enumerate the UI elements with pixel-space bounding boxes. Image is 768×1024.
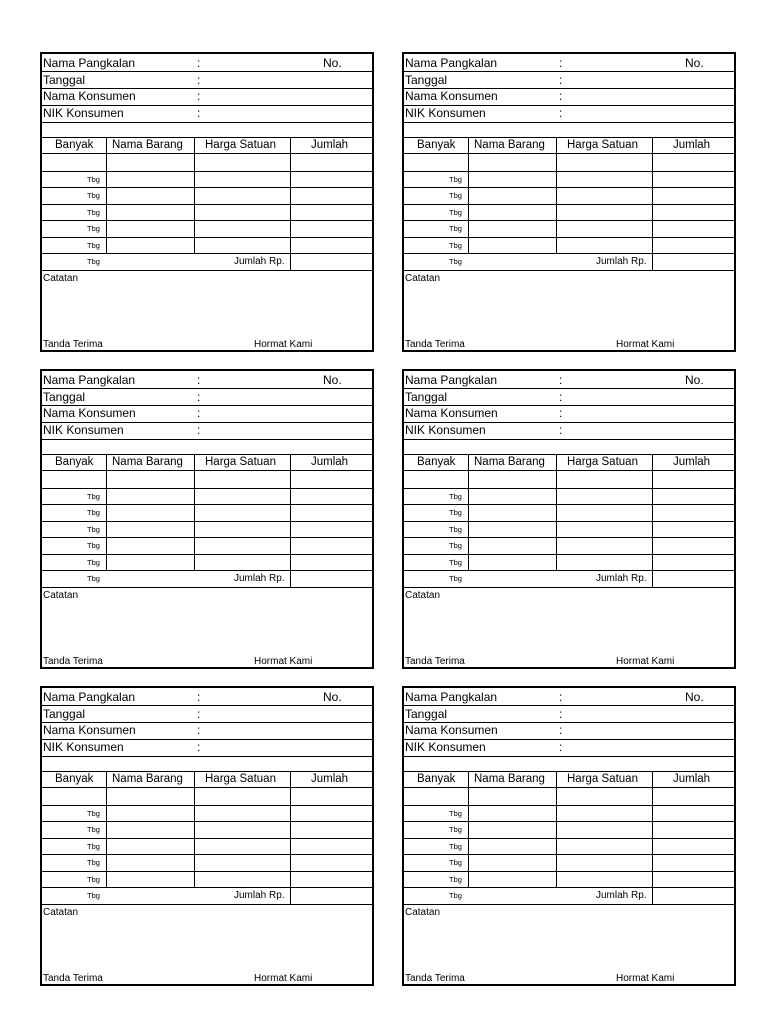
rule-line bbox=[404, 454, 734, 455]
rule-line bbox=[42, 570, 372, 571]
rule-line bbox=[404, 787, 734, 788]
unit-tbg: Tbg bbox=[449, 508, 462, 517]
rule-line bbox=[404, 504, 734, 505]
unit-tbg: Tbg bbox=[87, 842, 100, 851]
rule-line bbox=[404, 854, 734, 855]
label-jumlah-rp: Jumlah Rp. bbox=[234, 256, 285, 267]
field-colon: : bbox=[559, 690, 563, 704]
column-divider bbox=[106, 771, 107, 887]
field-colon: : bbox=[559, 423, 563, 437]
label-tanda-terima: Tanda Terima bbox=[43, 339, 103, 350]
column-header-banyak: Banyak bbox=[417, 456, 456, 468]
rule-line bbox=[404, 705, 734, 706]
label-jumlah-rp: Jumlah Rp. bbox=[596, 256, 647, 267]
field-colon: : bbox=[559, 106, 563, 120]
column-header-harga-satuan: Harga Satuan bbox=[567, 456, 638, 468]
rule-line bbox=[404, 253, 734, 254]
rule-line bbox=[42, 787, 372, 788]
rule-line bbox=[404, 871, 734, 872]
column-header-nama-barang: Nama Barang bbox=[474, 139, 545, 151]
column-divider bbox=[652, 771, 653, 887]
column-header-banyak: Banyak bbox=[55, 456, 94, 468]
unit-tbg: Tbg bbox=[87, 191, 100, 200]
unit-tbg: Tbg bbox=[87, 241, 100, 250]
field-colon: : bbox=[197, 690, 201, 704]
label-nik-konsumen: NIK Konsumen bbox=[43, 423, 124, 437]
rule-line bbox=[42, 220, 372, 221]
column-divider bbox=[290, 570, 291, 587]
rule-line bbox=[42, 739, 372, 740]
field-colon: : bbox=[197, 73, 201, 87]
unit-tbg: Tbg bbox=[87, 558, 100, 567]
column-divider bbox=[556, 137, 557, 253]
label-tanggal: Tanggal bbox=[405, 707, 448, 721]
rule-line bbox=[42, 771, 372, 772]
field-colon: : bbox=[197, 106, 201, 120]
label-nama-pangkalan: Nama Pangkalan bbox=[405, 56, 498, 70]
rule-line bbox=[42, 405, 372, 406]
column-header-banyak: Banyak bbox=[417, 139, 456, 151]
unit-tbg: Tbg bbox=[449, 809, 462, 818]
rule-line bbox=[404, 388, 734, 389]
column-header-harga-satuan: Harga Satuan bbox=[567, 773, 638, 785]
column-divider bbox=[468, 137, 469, 253]
field-colon: : bbox=[559, 89, 563, 103]
label-catatan: Catatan bbox=[405, 273, 441, 284]
rule-line bbox=[42, 88, 372, 89]
rule-line bbox=[42, 756, 372, 757]
rule-line bbox=[404, 204, 734, 205]
receipt-form bbox=[402, 52, 736, 352]
label-nama-konsumen: Nama Konsumen bbox=[43, 89, 136, 103]
unit-tbg: Tbg bbox=[87, 257, 100, 266]
rule-line bbox=[42, 488, 372, 489]
rule-line bbox=[42, 521, 372, 522]
column-divider bbox=[556, 771, 557, 887]
column-divider bbox=[106, 454, 107, 570]
column-header-nama-barang: Nama Barang bbox=[112, 773, 183, 785]
column-header-nama-barang: Nama Barang bbox=[474, 456, 545, 468]
rule-line bbox=[42, 237, 372, 238]
rule-line bbox=[652, 904, 734, 905]
label-tanda-terima: Tanda Terima bbox=[43, 973, 103, 984]
label-jumlah-rp: Jumlah Rp. bbox=[234, 890, 285, 901]
rule-line bbox=[404, 739, 734, 740]
column-divider bbox=[194, 454, 195, 570]
label-tanda-terima: Tanda Terima bbox=[43, 656, 103, 667]
rule-line bbox=[290, 270, 372, 271]
rule-line bbox=[42, 537, 372, 538]
label-nik-konsumen: NIK Konsumen bbox=[405, 740, 486, 754]
field-colon: : bbox=[197, 423, 201, 437]
rule-line bbox=[42, 454, 372, 455]
rule-line bbox=[42, 153, 372, 154]
unit-tbg: Tbg bbox=[87, 208, 100, 217]
rule-line bbox=[404, 521, 734, 522]
field-colon: : bbox=[559, 723, 563, 737]
unit-tbg: Tbg bbox=[449, 875, 462, 884]
label-catatan: Catatan bbox=[405, 590, 441, 601]
unit-tbg: Tbg bbox=[87, 574, 100, 583]
label-nama-konsumen: Nama Konsumen bbox=[43, 406, 136, 420]
rule-line bbox=[404, 771, 734, 772]
unit-tbg: Tbg bbox=[87, 541, 100, 550]
field-colon: : bbox=[559, 740, 563, 754]
rule-line bbox=[42, 838, 372, 839]
rule-line bbox=[42, 705, 372, 706]
rule-line bbox=[42, 805, 372, 806]
label-tanggal: Tanggal bbox=[405, 390, 448, 404]
label-no: No. bbox=[323, 373, 342, 387]
rule-line bbox=[404, 722, 734, 723]
column-divider bbox=[652, 137, 653, 253]
column-divider bbox=[194, 137, 195, 253]
unit-tbg: Tbg bbox=[449, 208, 462, 217]
rule-line bbox=[42, 722, 372, 723]
label-hormat-kami: Hormat Kami bbox=[254, 339, 313, 350]
unit-tbg: Tbg bbox=[449, 257, 462, 266]
field-colon: : bbox=[197, 406, 201, 420]
field-colon: : bbox=[559, 390, 563, 404]
column-divider bbox=[290, 887, 291, 904]
column-divider bbox=[106, 137, 107, 253]
label-tanggal: Tanggal bbox=[405, 73, 448, 87]
rule-line bbox=[42, 821, 372, 822]
unit-tbg: Tbg bbox=[449, 842, 462, 851]
unit-tbg: Tbg bbox=[87, 492, 100, 501]
label-no: No. bbox=[685, 373, 704, 387]
rule-line bbox=[42, 422, 372, 423]
label-tanda-terima: Tanda Terima bbox=[405, 656, 465, 667]
field-colon: : bbox=[197, 89, 201, 103]
column-divider bbox=[556, 454, 557, 570]
receipt-form bbox=[40, 52, 374, 352]
column-divider bbox=[468, 771, 469, 887]
label-no: No. bbox=[323, 690, 342, 704]
rule-line bbox=[404, 887, 734, 888]
rule-line bbox=[404, 237, 734, 238]
rule-line bbox=[42, 105, 372, 106]
unit-tbg: Tbg bbox=[449, 492, 462, 501]
label-nama-pangkalan: Nama Pangkalan bbox=[43, 690, 136, 704]
rule-line bbox=[404, 838, 734, 839]
unit-tbg: Tbg bbox=[87, 525, 100, 534]
rule-line bbox=[42, 504, 372, 505]
field-colon: : bbox=[197, 740, 201, 754]
unit-tbg: Tbg bbox=[449, 191, 462, 200]
label-no: No. bbox=[323, 56, 342, 70]
rule-line bbox=[42, 171, 372, 172]
column-divider bbox=[290, 137, 291, 253]
column-header-harga-satuan: Harga Satuan bbox=[205, 773, 276, 785]
unit-tbg: Tbg bbox=[449, 525, 462, 534]
rule-line bbox=[404, 821, 734, 822]
label-tanda-terima: Tanda Terima bbox=[405, 973, 465, 984]
column-header-banyak: Banyak bbox=[417, 773, 456, 785]
field-colon: : bbox=[559, 707, 563, 721]
column-header-nama-barang: Nama Barang bbox=[474, 773, 545, 785]
column-divider bbox=[652, 570, 653, 587]
unit-tbg: Tbg bbox=[87, 891, 100, 900]
unit-tbg: Tbg bbox=[449, 574, 462, 583]
rule-line bbox=[404, 71, 734, 72]
label-hormat-kami: Hormat Kami bbox=[616, 339, 675, 350]
label-hormat-kami: Hormat Kami bbox=[254, 973, 313, 984]
field-colon: : bbox=[197, 723, 201, 737]
column-header-banyak: Banyak bbox=[55, 139, 94, 151]
label-nama-pangkalan: Nama Pangkalan bbox=[405, 690, 498, 704]
label-hormat-kami: Hormat Kami bbox=[616, 973, 675, 984]
unit-tbg: Tbg bbox=[449, 241, 462, 250]
receipt-form bbox=[402, 686, 736, 986]
rule-line bbox=[42, 122, 372, 123]
receipt-form bbox=[40, 369, 374, 669]
label-no: No. bbox=[685, 690, 704, 704]
column-header-harga-satuan: Harga Satuan bbox=[205, 139, 276, 151]
rule-line bbox=[42, 470, 372, 471]
rule-line bbox=[404, 122, 734, 123]
field-colon: : bbox=[197, 707, 201, 721]
field-colon: : bbox=[559, 56, 563, 70]
label-catatan: Catatan bbox=[43, 273, 79, 284]
column-divider bbox=[194, 771, 195, 887]
unit-tbg: Tbg bbox=[449, 558, 462, 567]
label-catatan: Catatan bbox=[43, 590, 79, 601]
unit-tbg: Tbg bbox=[449, 891, 462, 900]
column-divider bbox=[652, 887, 653, 904]
label-nik-konsumen: NIK Konsumen bbox=[43, 740, 124, 754]
rule-line bbox=[404, 220, 734, 221]
rule-line bbox=[42, 554, 372, 555]
label-hormat-kami: Hormat Kami bbox=[616, 656, 675, 667]
unit-tbg: Tbg bbox=[87, 175, 100, 184]
label-tanggal: Tanggal bbox=[43, 707, 86, 721]
rule-line bbox=[404, 570, 734, 571]
rule-line bbox=[42, 887, 372, 888]
rule-line bbox=[42, 871, 372, 872]
label-catatan: Catatan bbox=[405, 907, 441, 918]
rule-line bbox=[404, 422, 734, 423]
unit-tbg: Tbg bbox=[449, 825, 462, 834]
unit-tbg: Tbg bbox=[449, 224, 462, 233]
unit-tbg: Tbg bbox=[87, 825, 100, 834]
label-jumlah-rp: Jumlah Rp. bbox=[234, 573, 285, 584]
column-header-jumlah: Jumlah bbox=[673, 456, 711, 468]
column-divider bbox=[652, 454, 653, 570]
label-nik-konsumen: NIK Konsumen bbox=[405, 106, 486, 120]
column-header-nama-barang: Nama Barang bbox=[112, 139, 183, 151]
column-divider bbox=[468, 454, 469, 570]
receipt-form bbox=[40, 686, 374, 986]
label-tanggal: Tanggal bbox=[43, 390, 86, 404]
rule-line bbox=[404, 470, 734, 471]
rule-line bbox=[404, 153, 734, 154]
label-nik-konsumen: NIK Konsumen bbox=[43, 106, 124, 120]
field-colon: : bbox=[197, 373, 201, 387]
rule-line bbox=[404, 805, 734, 806]
column-header-nama-barang: Nama Barang bbox=[112, 456, 183, 468]
field-colon: : bbox=[559, 373, 563, 387]
rule-line bbox=[404, 756, 734, 757]
rule-line bbox=[404, 187, 734, 188]
rule-line bbox=[404, 537, 734, 538]
label-nama-pangkalan: Nama Pangkalan bbox=[43, 373, 136, 387]
label-nama-konsumen: Nama Konsumen bbox=[405, 406, 498, 420]
column-header-jumlah: Jumlah bbox=[311, 773, 349, 785]
label-catatan: Catatan bbox=[43, 907, 79, 918]
label-nama-konsumen: Nama Konsumen bbox=[405, 89, 498, 103]
rule-line bbox=[290, 587, 372, 588]
label-tanda-terima: Tanda Terima bbox=[405, 339, 465, 350]
column-header-jumlah: Jumlah bbox=[311, 139, 349, 151]
unit-tbg: Tbg bbox=[449, 858, 462, 867]
field-colon: : bbox=[559, 73, 563, 87]
label-nama-konsumen: Nama Konsumen bbox=[405, 723, 498, 737]
rule-line bbox=[652, 587, 734, 588]
label-tanggal: Tanggal bbox=[43, 73, 86, 87]
field-colon: : bbox=[197, 56, 201, 70]
unit-tbg: Tbg bbox=[87, 224, 100, 233]
label-no: No. bbox=[685, 56, 704, 70]
rule-line bbox=[42, 71, 372, 72]
rule-line bbox=[404, 439, 734, 440]
label-hormat-kami: Hormat Kami bbox=[254, 656, 313, 667]
rule-line bbox=[42, 253, 372, 254]
label-jumlah-rp: Jumlah Rp. bbox=[596, 573, 647, 584]
rule-line bbox=[404, 171, 734, 172]
unit-tbg: Tbg bbox=[449, 175, 462, 184]
column-header-harga-satuan: Harga Satuan bbox=[205, 456, 276, 468]
unit-tbg: Tbg bbox=[87, 508, 100, 517]
column-header-harga-satuan: Harga Satuan bbox=[567, 139, 638, 151]
label-nama-pangkalan: Nama Pangkalan bbox=[43, 56, 136, 70]
rule-line bbox=[404, 488, 734, 489]
rule-line bbox=[42, 854, 372, 855]
column-header-jumlah: Jumlah bbox=[673, 139, 711, 151]
column-header-banyak: Banyak bbox=[55, 773, 94, 785]
rule-line bbox=[404, 554, 734, 555]
rule-line bbox=[42, 439, 372, 440]
rule-line bbox=[404, 105, 734, 106]
column-divider bbox=[652, 253, 653, 270]
rule-line bbox=[42, 388, 372, 389]
rule-line bbox=[42, 137, 372, 138]
label-nama-konsumen: Nama Konsumen bbox=[43, 723, 136, 737]
column-divider bbox=[290, 771, 291, 887]
rule-line bbox=[652, 270, 734, 271]
unit-tbg: Tbg bbox=[87, 875, 100, 884]
unit-tbg: Tbg bbox=[87, 809, 100, 818]
rule-line bbox=[404, 137, 734, 138]
column-header-jumlah: Jumlah bbox=[673, 773, 711, 785]
label-jumlah-rp: Jumlah Rp. bbox=[596, 890, 647, 901]
column-divider bbox=[290, 454, 291, 570]
label-nama-pangkalan: Nama Pangkalan bbox=[405, 373, 498, 387]
column-divider bbox=[290, 253, 291, 270]
rule-line bbox=[404, 405, 734, 406]
rule-line bbox=[42, 204, 372, 205]
rule-line bbox=[290, 904, 372, 905]
unit-tbg: Tbg bbox=[87, 858, 100, 867]
receipt-form bbox=[402, 369, 736, 669]
rule-line bbox=[404, 88, 734, 89]
unit-tbg: Tbg bbox=[449, 541, 462, 550]
field-colon: : bbox=[559, 406, 563, 420]
field-colon: : bbox=[197, 390, 201, 404]
label-nik-konsumen: NIK Konsumen bbox=[405, 423, 486, 437]
rule-line bbox=[42, 187, 372, 188]
column-header-jumlah: Jumlah bbox=[311, 456, 349, 468]
